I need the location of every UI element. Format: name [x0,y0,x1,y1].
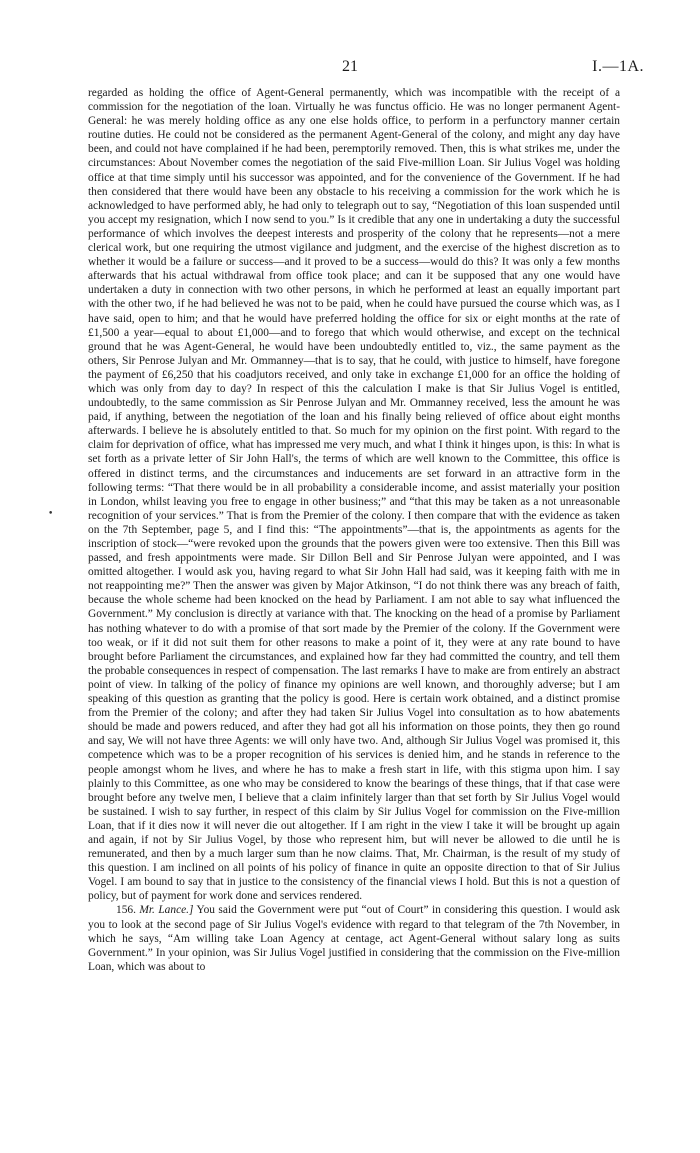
evidence-text [88,86,620,974]
margin-mark: • [48,509,54,519]
question-paragraph [88,903,620,973]
page-number: 21 [342,58,358,75]
answer-paragraph: regarded as holding the office of Agent-General permanently, which was incompatible with the receipt of a commission for the negotiation of the loan. Virtually he was functus officio. He was no longer permanent Agent-General: he was merely holding office as any one else holds office, to perform in a perfunctory manner certain routine duties. He could not be considered as the permanent Agent-General of the colony, and might any day have been, and could not have complained if he had been, peremptorily removed. Then, this is what strikes me, under the circumstances: About November comes the negotiation of the said Five-million Loan. Sir Julius Vogel was holding office at that time simply until his successor was appointed, and for the convenience of the Government. If he had then considered that there would have been any obstacle to his receiving a commission for the work which he is acknowledged to have performed ably, he had only to telegraph out to say, “Negotiation of this loan suspended until you accept my resignation, which I now send to you.” Is it credible that any one in undertaking a duty the successful performance of which involves the deepest interests and prosperity of the colony that he represents—not a mere clerical work, but one requiring the utmost vigilance and judgment, and the exercise of the highest discretion as to whether it would be a failure or success—and it proved to be a success—would do this? It was only a few months afterwards that his actual withdrawal from office took place; and can it be supposed that any one would have undertaken a duty in connection with two other persons, in which he performed at least an equally important part with the other two, if he had believed he was not to be paid, when he could have pursued the course which was, as I have said, open to him; and that he would have preferred holding the office for six or eight months at the rate of £1,500 a year—equal to about £1,000—and to forego that which would otherwise, and except on the technical ground that he was Agent-General, he would have been undoubtedly entitled to, viz., the same payment as the others, Sir Penrose Julyan and Mr. Ommanney—that is to say, that he could, with justice to himself, have foregone the payment of £6,250 that his coadjutors received, and only take in exchange £1,000 for an office the holding of which was only from day to day? In respect of this the calculation I make is that Sir Julius Vogel is entitled, undoubtedly, to the same commission as Sir Penrose Julyan and Mr. Ommanney received, less the amount he was paid, if anything, between the negotiation of the loan and his finally being relieved of office about eight months afterwards. I believe he is absolutely entitled to that. So much for my opinion on the first point. With regard to the claim for deprivation of office, what has impressed me very much, and what I think it hinges upon, is this: In what is set forth as a private letter of Sir John Hall's, the terms of which are well known to the Committee, this office is offered in distinct terms, and the circumstances and inducements are set forward in an attractive form in the following terms: “That there would be in all probability a considerable income, and assist materially your position in London, whilst leaving you free to engage in other business;” and “that this may be taken as a not unreasonable recognition of your services.” That is from the Premier of the colony. I then compare that with the evidence as taken on the 7th September, page 5, and I find this: “The appointments”—that is, the appointments as agents for the inscription of stock—“were revoked upon the grounds that the powers given were too extensive. Then this Bill was passed, and fresh appointments were made. Sir Dillon Bell and Sir Penrose Julyan were appointed, and I was omitted altogether. I would ask you, having regard to what Sir John Hall had said, was it keeping faith with me in not reappointing me?” Then the answer was given by Major Atkinson, “I do not think there was any breach of faith, because the whole scheme had been knocked on the head by Parliament. I am not able to say what influenced the Government.” My conclusion is directly at variance with that. The knocking on the head of a promise by Parliament has nothing whatever to do with a promise of that sort made by the Premier of the colony. If the Government were too weak, or if it did not suit them for other reasons to make a point of it, they were at any rate bound to have brought before Parliament the circumstances, and explained how far they had committed the country, and tell them the probable consequences in respect of compensation. The last remarks I have to make are from entirely an abstract point of view. In talking of the policy of finance my opinions are well known, and thoroughly adverse; but I am speaking of this question as granting that the policy is good. Here is certain work obtained, and a distinct promise from the Premier of the colony; and after they had taken Sir Julius Vogel into consultation as to how abatements should be made and powers reduced, and after they had got all his information on those points, they then go round and say, We will not have three Agents: we will only have two. And, although Sir Julius Vogel was promised it, this competence which was to be a proper recognition of his services is denied him, and he stands in reference to the people amongst whom he lives, and where he has to make a fresh start in life, with this stigma upon him. I say plainly to this Committee, as one who may be considered to know the bearings of these things, that if that case were brought before any twelve men, I believe that a claim infinitely larger than that set forth by Sir Julius Vogel would be sustained. I wish to say further, in respect of this claim by Sir Julius Vogel for commission on the Five-million Loan, that if it dies now it will never die out altogether. If I am right in the view I take it will be brought up again and again, if not by Sir Julius Vogel, by those who represent him, but will never be allowed to die until he is remunerated, and then by a much larger sum than he now claims. That, Mr. Chairman, is the result of my study of this question. I am inclined on all points of his policy of finance in quite an opposite direction to that of Sir Julius Vogel. I am bound to say that in justice to the consistency of the financial views I hold. But this is not a question of policy, but of payment for work done and services rendered. [88,87,620,903]
question-number: 156. [116,904,136,917]
document-reference: I.—1A. [592,58,644,75]
page-header [0,58,700,82]
question-text: You said the Government were put “out of Court” in considering this question. I would ask you to look at the second page of Sir Julius Vogel's evidence with regard to that telegram of the 7th November, in which he says, “Am willing take Loan Agency at centage, act Agent-General without salary long as suits Government.” In your opinion, was Sir Julius Vogel justified in considering that the commission on the Five-million Loan, which was about to [88,904,620,973]
question-speaker: Mr. Lance.] [139,904,194,917]
